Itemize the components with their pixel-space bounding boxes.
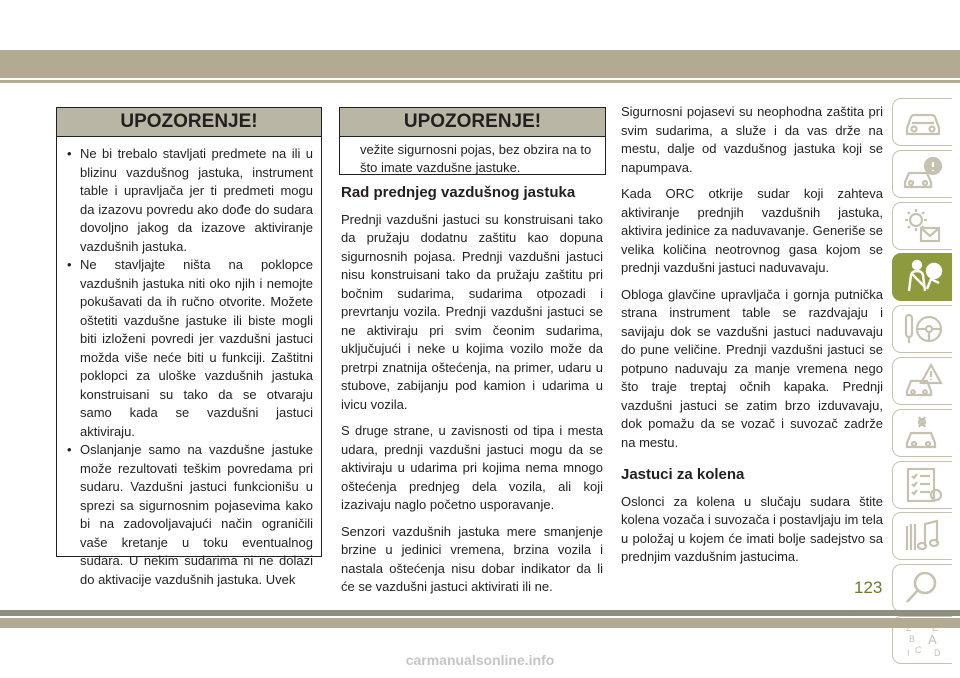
search-icon: [901, 568, 945, 608]
car-info-icon: [901, 154, 945, 194]
index-letter: A: [927, 631, 937, 647]
tab-search[interactable]: [892, 564, 952, 612]
tab-sun-mail[interactable]: [892, 202, 952, 250]
tab-safety[interactable]: [892, 253, 952, 301]
page-number: 123: [854, 578, 883, 597]
seatbelt-airbag-icon: [901, 257, 945, 297]
warning-title: UPOZORENJE!: [57, 108, 321, 137]
sun-mail-icon: [901, 206, 945, 246]
car-icon: [901, 102, 945, 142]
paragraph: Prednji vazdušni jastuci su konstruisani tako da pružaju dodatnu zaštitu kao dopuna sigurnosnih pojasa. Prednji vazdušni jastuci nisu konstruisani tako da pružaju zaštitu pri bočnim sudarima, sudarima otpozadi i prevrtanju vozila. Prednji vazdušni jastuci se ne aktiviraju pri svim čeonim sudarima, uključujući i neke u kojima vozilo može da pretrpi znatnija oštećenja, na primer, udaru u stubove, zabijanju pod kamion i udarima u ivicu vozila.: [341, 211, 603, 412]
tab-multimedia[interactable]: [892, 512, 952, 560]
bottom-decorative-band: [0, 610, 960, 616]
chapter-tabs: [892, 98, 952, 668]
tab-checklist[interactable]: [892, 461, 952, 509]
warning-box-middle: [339, 107, 606, 175]
top-decorative-line: [0, 80, 960, 83]
warning-box-left: [56, 107, 322, 587]
warning-item: • Ne bi trebalo stavljati predmete na ili u blizinu vazdušnog jastuka, instrument table i upravljača jer ti predmeti mogu da izazovu povredu ako dođe do sudara dovoljno jakog da izazove aktiviranje vazdušnih jastuka.: [67, 145, 313, 256]
warning-title: UPOZORENJE!: [340, 108, 605, 137]
paragraph: Sigurnosni pojasevi su neophodna zaštita pri svim sudarima, a služe i da vas drže na mestu, dalje od vazdušnog jastuka koji se napumpava.: [621, 104, 883, 175]
column-right: [621, 103, 883, 575]
paragraph: Obloga glavčine upravljača i gornja putnička strana instrument table se razdvajaju i savijaju dok se vazdušni jastuci naduvavaju do pune veličine. Prednji vazdušni jastuci se potpuno naduvaju za manje vremena nego što traje treptaj očnih kapaka. Prednji vazdušni jastuci se zatim brzo izduvavaju, dok pomažu da se vozač i suvozač zadrže na mestu.: [621, 286, 883, 450]
index-letter: I: [906, 647, 910, 658]
section-heading: Rad prednjeg vazdušnog jastuka: [341, 184, 576, 201]
checklist-icon: [901, 465, 945, 505]
warning-item: • Oslanjanje samo na vazdušne jastuke može rezultovati teškim povredama pri sudaru. Vazdušni jastuci funkcionišu u sprezi sa sigurnosnim pojasevima kako bi na zadovoljavajući način ograničili vaše kretanje u toku eventualnog sudara. U nekim sudarima ni ne dolazi do aktivacije vazdušnih jastuka. Uvek: [67, 441, 313, 589]
warning-item: • Ne stavljajte ništa na poklopce vazdušnih jastuka niti oko njih i nemojte pokušavati da ih ručno otvorite. Možete oštetiti vazdušne jastuke ili biste mogli biti izloženi povredi jer vazdušni jastuci možda više neće biti u funkciji. Zaštitni poklopci za uloške vazdušnih jastuka konstruisani su tako da se otvaraju samo kada se vazdušni jastuci aktiviraju.: [67, 256, 313, 441]
paragraph: Senzori vazdušnih jastuka mere smanjenje brzine u jedinici vremena, brzina vozila i nastala oštećenja nisu dobar indikator da li će se vazdušni jastuci aktivirati ili ne.: [341, 523, 603, 594]
warning-list: [57, 137, 321, 589]
index-letter: B: [908, 633, 915, 644]
section-heading: Jastuci za kolena: [621, 466, 745, 483]
warning-continued-text: vežite sigurnosni pojas, bez obzira na to što imate vazdušne jastuke.: [360, 142, 592, 175]
index-letter: C: [914, 644, 921, 655]
tab-warning-lights[interactable]: [892, 357, 952, 405]
warning-light-icon: [901, 361, 945, 401]
paragraph: S druge strane, u zavisnosti od tipa i mesta udara, prednji vazdušni jastuci mogu da se aktiviraju u udarima pri kojima nema mnogo oštećenja prednjeg dela vozila, ali koji izazivaju naglo početno usporavanje.: [341, 423, 603, 512]
top-decorative-band: [0, 50, 960, 78]
index-letter: D: [933, 647, 940, 658]
watermark: carmanualsonline.info: [405, 652, 555, 668]
bottom-decorative-line: [0, 618, 960, 628]
tab-maintenance[interactable]: [892, 409, 952, 457]
key-steering-wheel-icon: [901, 309, 945, 349]
tab-key-steering[interactable]: [892, 305, 952, 353]
tab-car-info[interactable]: [892, 150, 952, 198]
tab-car[interactable]: [892, 98, 952, 146]
music-note-icon: [901, 516, 945, 556]
car-maintenance-icon: [901, 413, 945, 453]
column-middle: [341, 184, 603, 605]
paragraph: Oslonci za kolena u slučaju sudara štite kolena vozača i suvozača i postavljaju im tela u položaj u kojem će imati bolje sadejstvo sa prednjim vazdušnim jastucima.: [621, 493, 883, 564]
paragraph: Kada ORC otkrije sudar koji zahteva aktiviranje prednjih vazdušnih jastuka, aktivira jedinice za naduvavanje. Generiše se velika količina neotrovnog gasa kojom se prednji vazdušni jastuci naduvavaju.: [621, 186, 883, 275]
